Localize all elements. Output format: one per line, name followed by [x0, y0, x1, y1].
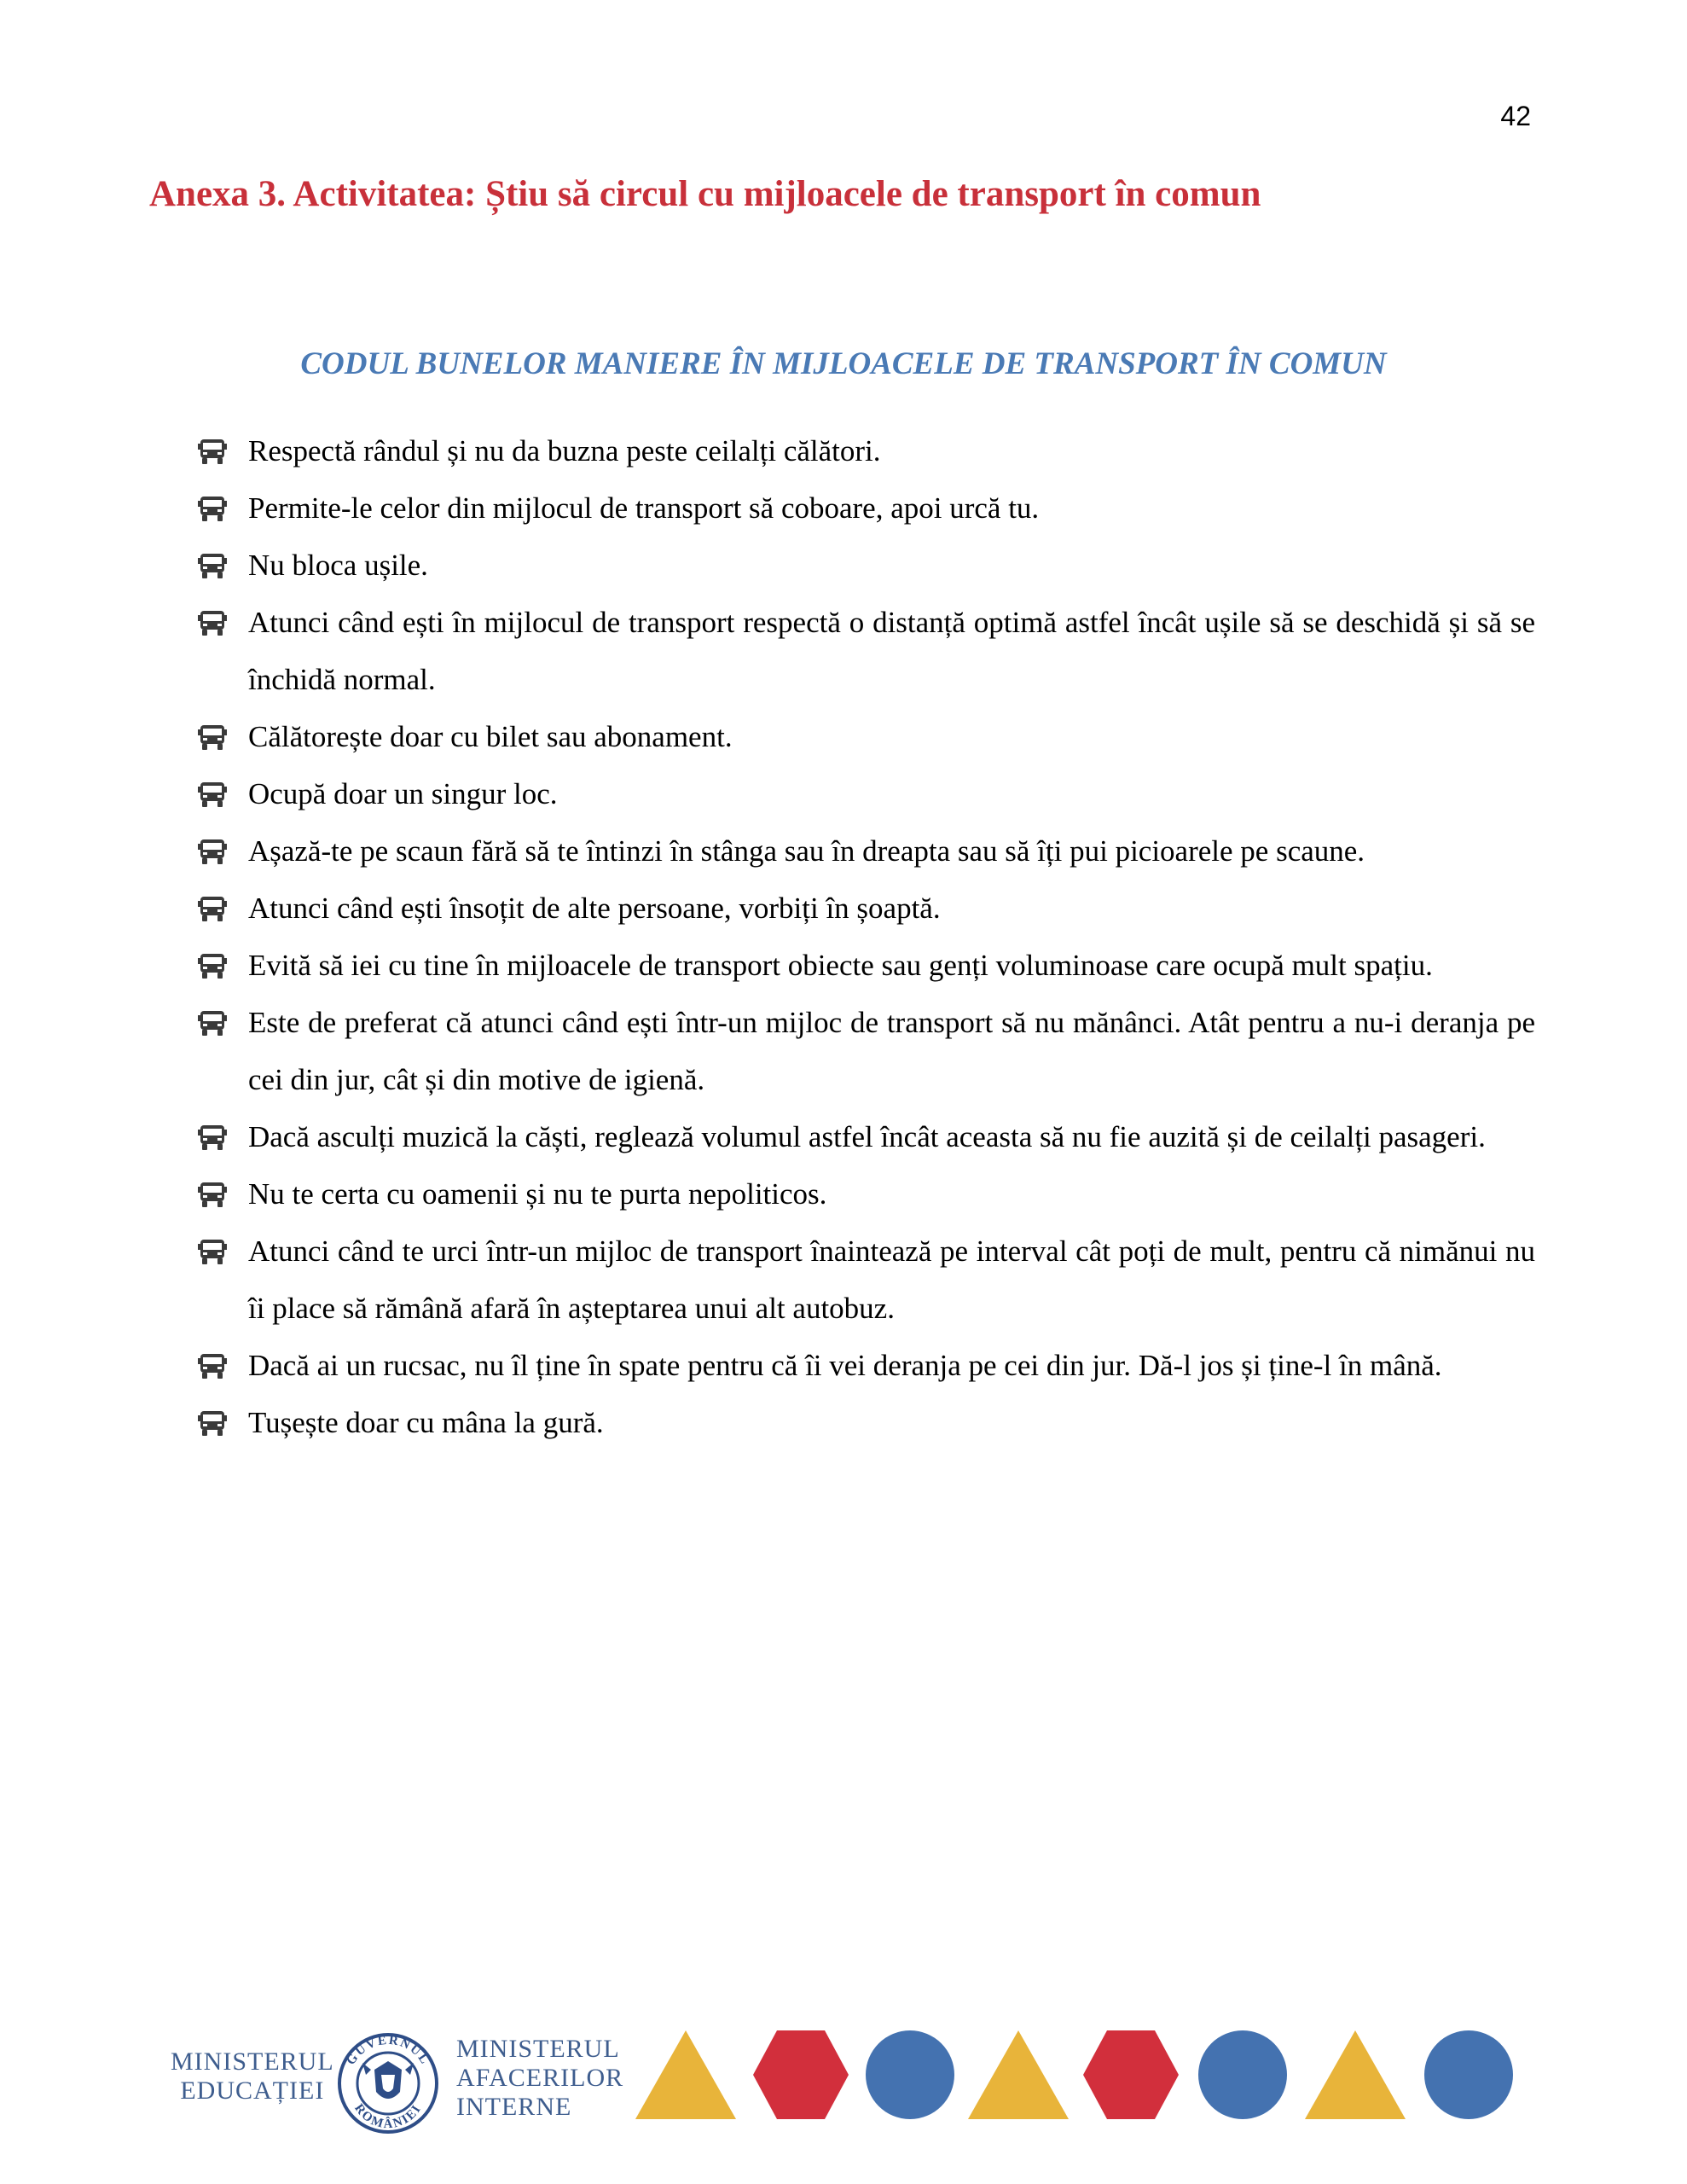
annex-title: Anexa 3. Activitatea: Știu să circul cu mijloacele de transport în comun: [149, 174, 1261, 214]
ministry-education-line-1: MINISTERUL: [171, 2048, 334, 2076]
rule-text: Tușește doar cu mâna la gură.: [248, 1406, 604, 1439]
rule-text: Respectă rândul și nu da buzna peste ceilalți călători.: [248, 434, 881, 468]
rule-text: Permite-le celor din mijlocul de transport să coboare, apoi urcă tu.: [248, 491, 1040, 525]
page-number: 42: [1500, 101, 1531, 131]
list-item: [198, 822, 1535, 880]
seal-text-bottom: ROMÂNIEI: [351, 2101, 425, 2132]
ministry-interior-line-1: MINISTERUL: [456, 2035, 620, 2063]
ministry-interior-line-3: INTERNE: [456, 2093, 572, 2121]
hexagon-shape-icon: [1083, 2030, 1179, 2119]
bus-icon: [198, 1181, 227, 1208]
list-item: [198, 422, 1535, 479]
bus-icon: [198, 552, 227, 579]
list-item: [198, 937, 1535, 994]
list-item: [198, 994, 1535, 1108]
circle-shape-icon: [866, 2030, 954, 2119]
bus-icon: [198, 609, 227, 636]
bus-icon: [198, 838, 227, 865]
list-item: [198, 880, 1535, 937]
rule-text: Nu bloca ușile.: [248, 549, 428, 582]
rule-text: Călătorește doar cu bilet sau abonament.: [248, 720, 733, 753]
rule-text: Dacă ai un rucsac, nu îl ține în spate pentru că îi vei deranja pe cei din jur. Dă-l jos și ține-l în mână.: [248, 1349, 1442, 1382]
list-item: [198, 479, 1535, 537]
rule-text: Atunci când ești însoțit de alte persoane, vorbiți în șoaptă.: [248, 892, 941, 925]
list-item: [198, 765, 1535, 822]
triangle-shape-icon: [968, 2030, 1069, 2119]
government-seal-icon: [337, 2032, 439, 2135]
circle-shape-icon: [1424, 2030, 1513, 2119]
list-item: [198, 1108, 1535, 1165]
rule-text: Atunci când te urci într-un mijloc de transport înaintează pe interval cât poți de mult, pentru că nimănui nu îi place să rămână afară în așteptarea unui alt autobuz.: [248, 1234, 1535, 1325]
seal-text-top: GUVERNUL: [344, 2033, 432, 2068]
rule-text: Ocupă doar un singur loc.: [248, 777, 558, 810]
list-item: [198, 537, 1535, 594]
ministry-education-line-2: EDUCAȚIEI: [180, 2077, 325, 2105]
footer: [162, 2013, 1527, 2141]
bus-icon: [198, 723, 227, 751]
bus-icon: [198, 1409, 227, 1437]
triangle-shape-icon: [1305, 2030, 1406, 2119]
list-item: [198, 708, 1535, 765]
bus-icon: [198, 952, 227, 979]
rule-text: Dacă asculți muzică la căști, reglează volumul astfel încât aceasta să nu fie auzită și de ceilalți pasageri.: [248, 1120, 1486, 1153]
bus-icon: [198, 1238, 227, 1265]
ministry-interior-line-2: AFACERILOR: [456, 2064, 624, 2092]
bus-icon: [198, 438, 227, 465]
circle-shape-icon: [1198, 2030, 1287, 2119]
ministry-education-logo: [171, 2048, 334, 2106]
hexagon-shape-icon: [753, 2030, 849, 2119]
list-item: [198, 1223, 1535, 1337]
rule-text: Este de preferat că atunci când ești într-un mijloc de transport să nu mănânci. Atât pentru a nu-i deranja pe cei din jur, cât și din motive de igienă.: [248, 1006, 1535, 1096]
ministry-interior-logo: [456, 2035, 623, 2122]
bus-icon: [198, 495, 227, 522]
rule-text: Așază-te pe scaun fără să te întinzi în stânga sau în dreapta sau să îți pui picioarele pe scaune.: [248, 834, 1365, 868]
bus-icon: [198, 781, 227, 808]
rule-text: Evită să iei cu tine în mijloacele de transport obiecte sau genți voluminoase care ocupă mult spațiu.: [248, 949, 1433, 982]
list-item: [198, 1337, 1535, 1394]
list-item: [198, 594, 1535, 708]
bus-icon: [198, 895, 227, 922]
triangle-shape-icon: [635, 2030, 736, 2119]
rule-text: Atunci când ești în mijlocul de transport respectă o distanță optimă astfel încât ușile să se deschidă și să se închidă normal.: [248, 606, 1535, 696]
svg-text:ROMÂNIEI: [351, 2101, 424, 2131]
list-item: [198, 1165, 1535, 1223]
rule-text: Nu te certa cu oamenii și nu te purta nepoliticos.: [248, 1177, 827, 1211]
bus-icon: [198, 1352, 227, 1380]
bus-icon: [198, 1009, 227, 1037]
rules-list: [198, 422, 1535, 1451]
code-title: CODUL BUNELOR MANIERE ÎN MIJLOACELE DE TRANSPORT ÎN COMUN: [300, 346, 1387, 381]
list-item: [198, 1394, 1535, 1451]
bus-icon: [198, 1124, 227, 1151]
